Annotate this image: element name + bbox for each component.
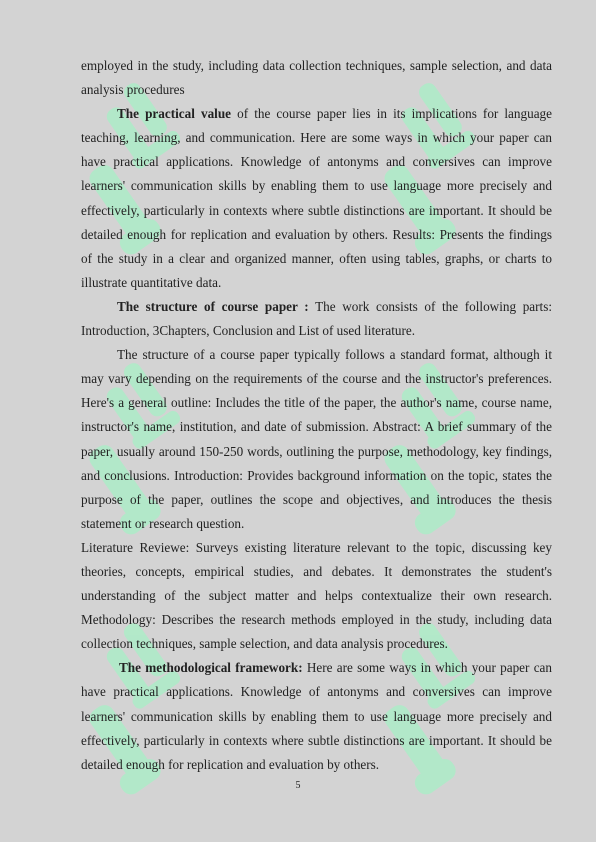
paragraph-text: Literature Reviewe: Surveys existing literature relevant to the topic, discussing key theories, concepts, empirical studies, and debates. It demonstrates the student's understanding of the subject matter and helps contextualize their own research. Methodology: Describes the research methods employed in the study, including data collection techniques, sample selection, and data analysis procedures. xyxy=(81,539,552,652)
document-body xyxy=(81,54,552,777)
page-number: 5 xyxy=(295,780,301,791)
paragraph-structure-outline xyxy=(81,343,552,536)
paragraph-continuation xyxy=(81,54,552,102)
paragraph-text: The structure of a course paper typically follows a standard format, although it may vary depending on the requirements of the course and the instructor's preferences. Here's a general outline: Includes the title of the paper, the author's name, course name, instructor's name, institution, and date of submission. Abstract: A brief summary of the paper, usually around 150-250 words, outlining the purpose, methodology, key findings, and conclusions. Introduction: Provides background information on the topic, states the purpose of the paper, outlines the scope and objectives, and introduces the thesis statement or research question. xyxy=(81,347,552,531)
paragraph-text: of the course paper lies in its implications for language teaching, learning, and communication. Here are some ways in which your paper can have practical applications. Knowledge of antonyms and conversives can improve learners' communication skills by enabling them to use language more precisely and effectively, particularly in contexts where subtle distinctions are important. It should be detailed enough for replication and evaluation by others. Results: Presents the findings of the study in a clear and organized manner, often using tables, graphs, or charts to illustrate quantitative data. xyxy=(81,106,552,290)
paragraph-heading: The methodological framework: xyxy=(119,660,303,676)
paragraph-structure xyxy=(81,295,552,343)
paragraph-heading: The practical value xyxy=(117,106,232,122)
paragraph-methodological-framework xyxy=(81,656,552,776)
paragraph-text: The work consists of the following parts: Introduction, 3Chapters, Conclusion and List of used literature. xyxy=(81,298,552,339)
paragraph-heading: The structure of course paper : xyxy=(117,298,309,314)
paragraph-text: employed in the study, including data collection techniques, sample selection, and data analysis procedures xyxy=(81,58,552,98)
paragraph-literature-review xyxy=(81,536,552,656)
paragraph-practical-value xyxy=(81,102,552,295)
paragraph-text: Here are some ways in which your paper can have practical applications. Knowledge of antonyms and conversives can improve learners' communication skills by enabling them to use language more precisely and effectively, particularly in contexts where subtle distinctions are important. It should be detailed enough for replication and evaluation by others. xyxy=(81,660,552,772)
